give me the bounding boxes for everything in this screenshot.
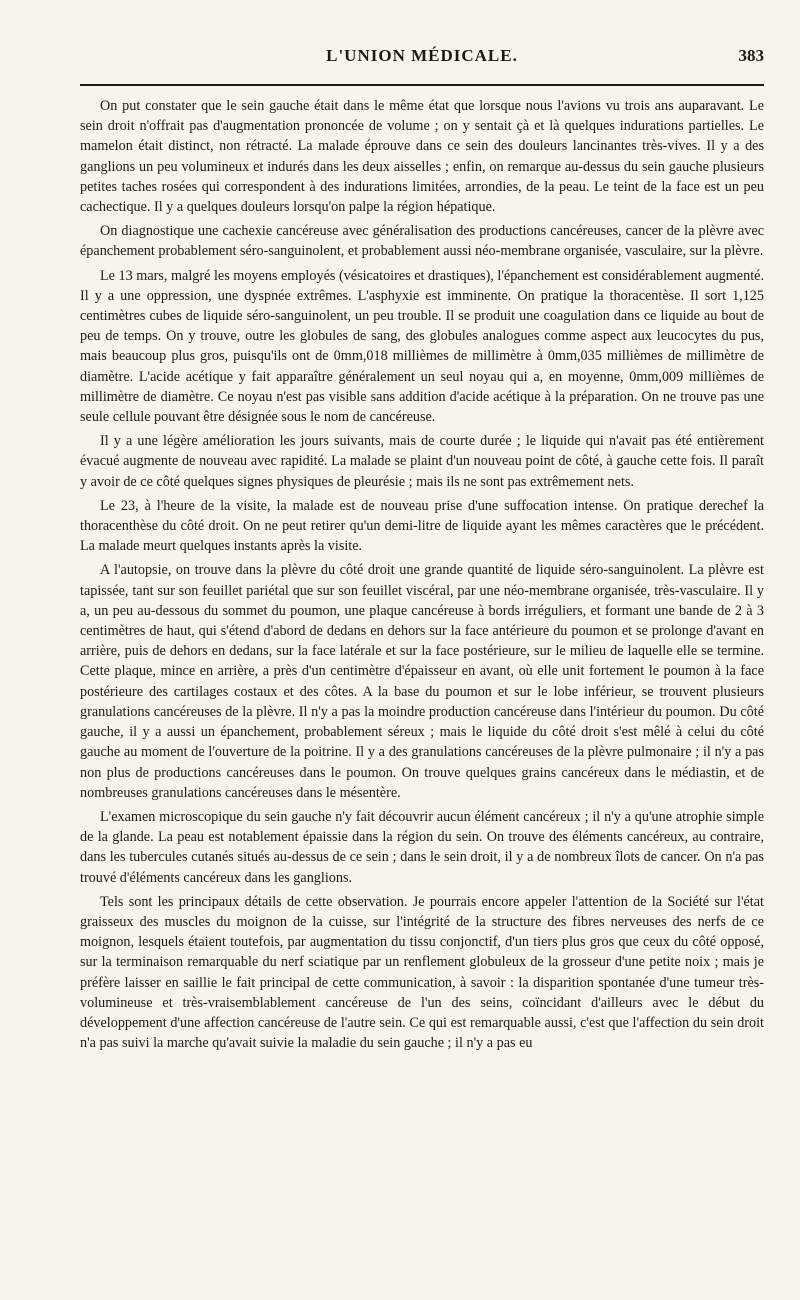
article-body: [80, 96, 764, 1057]
header-rule: [80, 84, 764, 86]
running-title: L'UNION MÉDICALE.: [326, 46, 518, 65]
paragraph: On diagnostique une cachexie cancéreuse avec généralisation des productions cancéreuses, cancer de la plèvre avec épanchement probablement séro-sanguinolent, et probablement aussi néo-membrane organisée, vasculaire, sur la plèvre.: [80, 223, 764, 260]
paragraph: A l'autopsie, on trouve dans la plèvre du côté droit une grande quantité de liquide séro-sanguinolent. La plèvre est tapissée, tant sur son feuillet pariétal que sur son feuillet viscéral, par une néo-membrane organisée, très-vasculaire. Il y a, un peu au-dessous du sommet du poumon, une plaque cancéreuse à bords irréguliers, et formant une bande de 2 à 3 centimètres de haut, qui s'étend d'abord de dedans en dehors sur la face antérieure du poumon et se prolonge d'avant en arrière, puis de dehors en dedans, sur la face latérale et sur la face postérieure, sur le milieu de laquelle elle se termine. Cette plaque, mince en arrière, a près d'un centimètre d'épaisseur en avant, où elle unit fortement le poumon à la face postérieure des cartilages costaux et des côtes. A la base du poumon et sur le lobe inférieur, se trouvent plusieurs granulations cancéreuses de la plèvre. Il n'y a pas la moindre production cancéreuse dans l'intérieur du poumon. Du côté gauche, il y a aussi un épanchement, probablement séreux ; mais le liquide du côté droit s'est mêlé à celui du côté gauche au moment de l'ouverture de la poitrine. Il y a des granulations cancéreuses de la plèvre pulmonaire ; il n'y a pas non plus de productions cancéreuses dans le poumon. On trouve quelques grains cancéreux dans le médiastin, et de nombreuses granulations cancéreuses dans le mésentère.: [80, 562, 764, 801]
paragraph: Il y a une légère amélioration les jours suivants, mais de courte durée ; le liquide qui n'avait pas été entièrement évacué augmente de nouveau avec rapidité. La malade se plaint d'un nouveau point de côté, à gauche cette fois. Il paraît y avoir de ce côté quelques signes physiques de pleurésie ; mais ils ne sont pas extrêmement nets.: [80, 433, 764, 490]
paragraph: On put constater que le sein gauche était dans le même état que lorsque nous l'avions vu trois ans auparavant. Le sein droit n'offrait pas d'augmentation prononcée de volume ; on y sentait çà et là quelques indurations partielles. Le mamelon était distinct, non rétracté. La malade éprouve dans ce sein des douleurs lancinantes très-vives. Il y a des ganglions un peu volumineux et indurés dans les deux aisselles ; enfin, on remarque au-dessus du sein gauche plusieurs petites taches rosées qui correspondent à des indurations limitées, arrondies, de la peau. Le teint de la face est un peu cachectique. Il y a quelques douleurs lorsqu'on palpe la région hépatique.: [80, 98, 764, 216]
paragraph: Tels sont les principaux détails de cette observation. Je pourrais encore appeler l'attention de la Société sur l'état graisseux des muscles du moignon de la cuisse, sur l'intégrité de la structure des fibres nerveuses des nerfs de ce moignon, lesquels étaient toutefois, par augmentation du tissu conjonctif, d'un tiers plus gros que ceux du côté opposé, sur la terminaison remarquable du nerf sciatique par un renflement globuleux de la grosseur d'une petite noix ; mais je préfère laisser en saillie le fait principal de cette communication, à savoir : la disparition spontanée d'une tumeur très-volumineuse et très-vraisemblablement cancéreuse de l'un des seins, coïncidant d'ailleurs avec le début du développement d'une affection cancéreuse de l'autre sein. Ce qui est remarquable aussi, c'est que l'affection du sein droit n'a pas suivi la marche qu'avait suivie la maladie du sein gauche ; il n'y a pas eu: [80, 893, 764, 1052]
page-header: [80, 46, 764, 80]
paragraph: Le 13 mars, malgré les moyens employés (vésicatoires et drastiques), l'épanchement est considérablement augmenté. Il y a une oppression, une dyspnée extrêmes. L'asphyxie est imminente. On pratique la thoracentèse. Il sort 1,125 centimètres cubes de liquide séro-sanguinolent, un peu trouble. Il se produit une coagulation dans ce liquide au bout de peu de temps. On y trouve, outre les globules de sang, des globules analogues comme aspect aux leucocytes du pus, mais beaucoup plus gros, puisqu'ils ont de 0mm,018 millièmes de millimètre à 0mm,035 millièmes de millimètre de diamètre. L'acide acétique y fait apparaître généralement un seul noyau qui a, en moyenne, 0mm,009 millièmes de millimètre de diamètre. Ce noyau n'est pas visible sans addition d'acide acétique à la préparation. On ne trouve pas une seule cellule pouvant être désignée sous le nom de cancéreuse.: [80, 267, 764, 426]
paragraph: L'examen microscopique du sein gauche n'y fait découvrir aucun élément cancéreux ; il n'y a qu'une atrophie simple de la glande. La peau est notablement épaissie dans la région du sein. On trouve des éléments cancéreux, au contraire, dans les tubercules cutanés situés au-dessus de ce sein ; dans le sein droit, il y a de nombreux îlots de cancer. On n'a pas trouvé d'éléments cancéreux dans les ganglions.: [80, 808, 764, 886]
paragraph: Le 23, à l'heure de la visite, la malade est de nouveau prise d'une suffocation intense. On pratique derechef la thoracenthèse du côté droit. On ne peut retirer qu'un demi-litre de liquide ayant les mêmes caractères que le précédent. La malade meurt quelques instants après la visite.: [80, 497, 764, 555]
page-number: 383: [738, 46, 764, 65]
